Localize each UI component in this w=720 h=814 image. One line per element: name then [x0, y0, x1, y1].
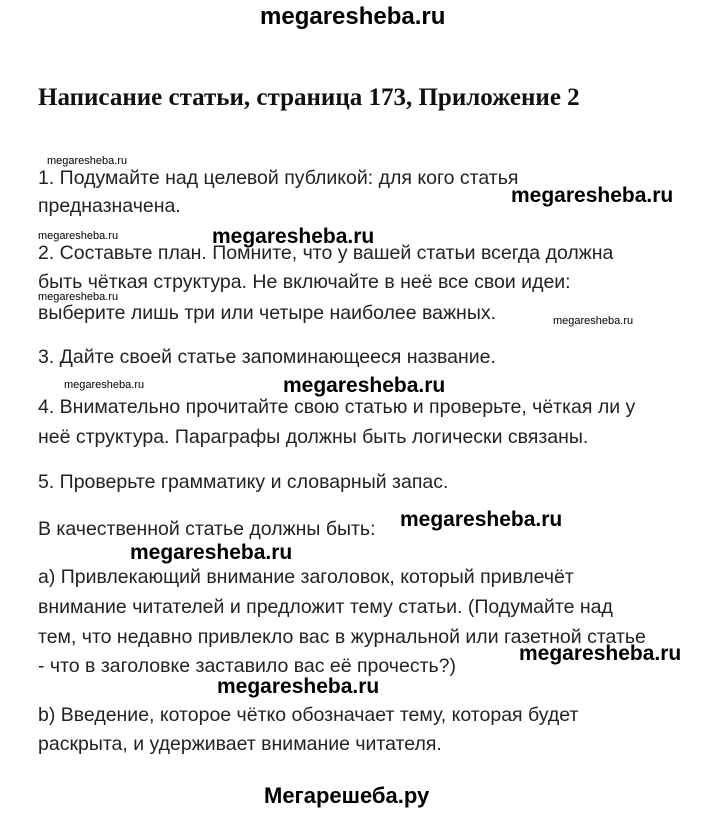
footer-watermark: Мегарешеба.ру	[264, 783, 430, 808]
quality-intro: В качественной статье должны быть:	[38, 518, 376, 540]
watermark-big: megaresheba.ru	[400, 508, 563, 531]
watermark-big: megaresheba.ru	[130, 541, 293, 564]
point-a-line-1: a) Привлекающий внимание заголовок, который привлечёт	[38, 566, 574, 588]
item-2-line-3: выберите лишь три или четыре наиболее важных.	[38, 302, 497, 324]
watermark-big: megaresheba.ru	[212, 225, 375, 248]
item-2-line-2: быть чёткая структура. Не включайте в неё все свои идеи:	[38, 271, 571, 293]
watermark-small: megaresheba.ru	[47, 155, 128, 167]
watermark-small: megaresheba.ru	[38, 230, 119, 242]
watermark-small: megaresheba.ru	[64, 379, 145, 391]
watermark-small: megaresheba.ru	[553, 315, 634, 327]
item-4-line-1: 4. Внимательно прочитайте свою статью и проверьте, чёткая ли у	[38, 396, 636, 418]
watermark-small: megaresheba.ru	[38, 291, 119, 303]
watermark-big: megaresheba.ru	[217, 675, 380, 698]
item-5-line-1: 5. Проверьте грамматику и словарный запас.	[38, 471, 449, 493]
header-watermark: megaresheba.ru	[260, 3, 446, 30]
watermark-big: megaresheba.ru	[283, 374, 446, 397]
item-1-line-1: 1. Подумайте над целевой публикой: для кого статья	[38, 167, 519, 189]
watermark-big: megaresheba.ru	[511, 184, 674, 207]
item-2-line-1: 2. Составьте план. Помните, что у вашей статьи всегда должна	[38, 242, 614, 264]
page-title: Написание статьи, страница 173, Приложение 2	[38, 84, 580, 111]
item-4-line-2: неё структура. Параграфы должны быть логически связаны.	[38, 426, 589, 448]
point-b-line-2: раскрыта, и удерживает внимание читателя.	[38, 733, 442, 755]
item-1-line-2: предназначена.	[38, 195, 181, 217]
point-b-line-1: b) Введение, которое чётко обозначает тему, которая будет	[38, 704, 579, 726]
watermark-big: megaresheba.ru	[519, 642, 682, 665]
point-a-line-2: внимание читателей и предложит тему статьи. (Подумайте над	[38, 596, 613, 618]
point-a-line-4: - что в заголовке заставило вас её прочесть?)	[38, 655, 456, 677]
point-a-line-3: тем, что недавно привлекло вас в журнальной или газетной статье	[38, 626, 646, 648]
item-3-line-1: 3. Дайте своей статье запоминающееся название.	[38, 346, 496, 368]
